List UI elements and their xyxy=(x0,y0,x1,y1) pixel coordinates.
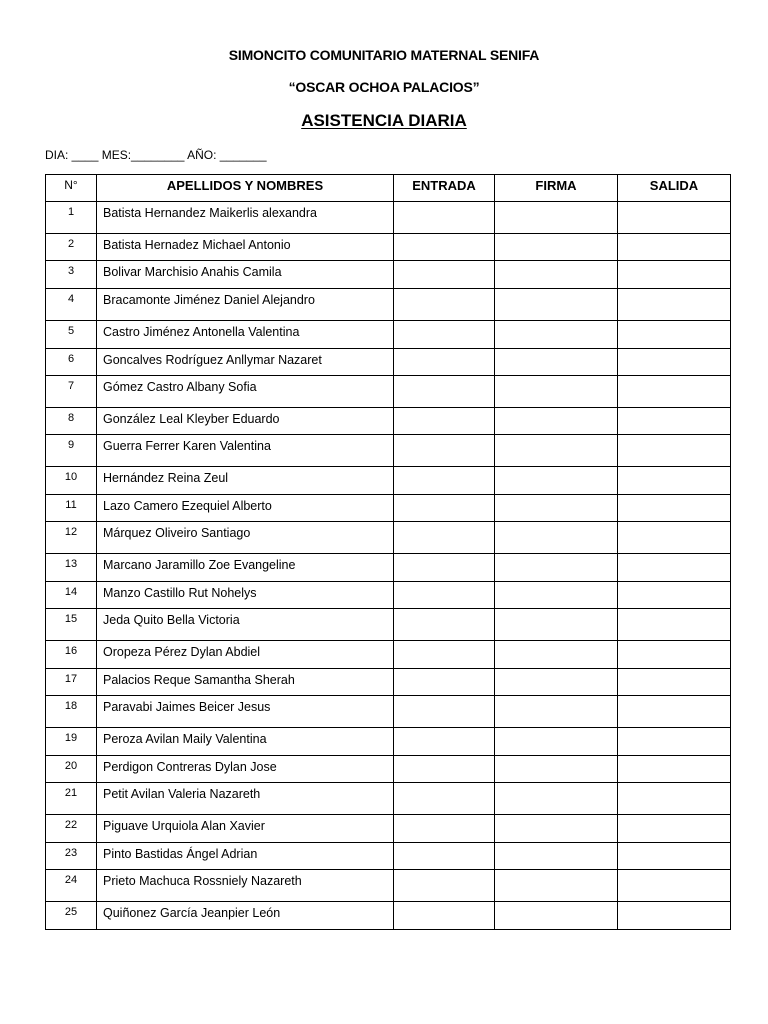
date-line: DIA: ____ MES:________ AÑO: _______ xyxy=(45,148,267,162)
table-row xyxy=(46,321,731,349)
table-row xyxy=(46,669,731,696)
row-number: 23 xyxy=(46,843,97,870)
salida-cell xyxy=(618,202,731,234)
entrada-cell xyxy=(394,467,495,495)
column-header-number: N° xyxy=(46,175,97,202)
row-number: 6 xyxy=(46,349,97,376)
firma-cell xyxy=(495,261,618,289)
student-name: Manzo Castillo Rut Nohelys xyxy=(97,582,394,609)
entrada-cell xyxy=(394,783,495,815)
row-number: 7 xyxy=(46,376,97,408)
firma-cell xyxy=(495,728,618,756)
student-name: Palacios Reque Samantha Sherah xyxy=(97,669,394,696)
table-header-row xyxy=(46,175,731,202)
salida-cell xyxy=(618,902,731,930)
firma-cell xyxy=(495,349,618,376)
firma-cell xyxy=(495,435,618,467)
student-name: Castro Jiménez Antonella Valentina xyxy=(97,321,394,349)
entrada-cell xyxy=(394,609,495,641)
salida-cell xyxy=(618,321,731,349)
row-number: 2 xyxy=(46,234,97,261)
firma-cell xyxy=(495,843,618,870)
table-row xyxy=(46,202,731,234)
row-number: 1 xyxy=(46,202,97,234)
firma-cell xyxy=(495,202,618,234)
salida-cell xyxy=(618,261,731,289)
table-row xyxy=(46,435,731,467)
table-row xyxy=(46,289,731,321)
table-row xyxy=(46,261,731,289)
table-row xyxy=(46,756,731,783)
row-number: 15 xyxy=(46,609,97,641)
firma-cell xyxy=(495,609,618,641)
organization-subtitle: “OSCAR OCHOA PALACIOS” xyxy=(288,79,480,95)
salida-cell xyxy=(618,609,731,641)
student-name: Guerra Ferrer Karen Valentina xyxy=(97,435,394,467)
table-row xyxy=(46,843,731,870)
student-name: Batista Hernadez Michael Antonio xyxy=(97,234,394,261)
salida-cell xyxy=(618,641,731,669)
firma-cell xyxy=(495,408,618,435)
student-name: Gómez Castro Albany Sofia xyxy=(97,376,394,408)
salida-cell xyxy=(618,376,731,408)
entrada-cell xyxy=(394,495,495,522)
column-header-names: APELLIDOS Y NOMBRES xyxy=(97,175,394,202)
row-number: 17 xyxy=(46,669,97,696)
table-row xyxy=(46,408,731,435)
salida-cell xyxy=(618,783,731,815)
entrada-cell xyxy=(394,234,495,261)
student-name: Quiñonez García Jeanpier León xyxy=(97,902,394,930)
table-row xyxy=(46,696,731,728)
table-row xyxy=(46,783,731,815)
table-row xyxy=(46,582,731,609)
row-number: 10 xyxy=(46,467,97,495)
row-number: 21 xyxy=(46,783,97,815)
entrada-cell xyxy=(394,435,495,467)
salida-cell xyxy=(618,554,731,582)
firma-cell xyxy=(495,641,618,669)
table-row xyxy=(46,376,731,408)
firma-cell xyxy=(495,902,618,930)
column-header-firma: FIRMA xyxy=(495,175,618,202)
student-name: Goncalves Rodríguez Anllymar Nazaret xyxy=(97,349,394,376)
student-name: Hernández Reina Zeul xyxy=(97,467,394,495)
salida-cell xyxy=(618,495,731,522)
row-number: 24 xyxy=(46,870,97,902)
salida-cell xyxy=(618,870,731,902)
table-row xyxy=(46,234,731,261)
row-number: 20 xyxy=(46,756,97,783)
row-number: 9 xyxy=(46,435,97,467)
entrada-cell xyxy=(394,902,495,930)
table-row xyxy=(46,902,731,930)
salida-cell xyxy=(618,467,731,495)
table-row xyxy=(46,641,731,669)
row-number: 4 xyxy=(46,289,97,321)
entrada-cell xyxy=(394,843,495,870)
row-number: 19 xyxy=(46,728,97,756)
student-name: Marcano Jaramillo Zoe Evangeline xyxy=(97,554,394,582)
student-name: Perdigon Contreras Dylan Jose xyxy=(97,756,394,783)
attendance-table xyxy=(45,174,731,930)
salida-cell xyxy=(618,756,731,783)
table-row xyxy=(46,522,731,554)
table-row xyxy=(46,349,731,376)
organization-title: SIMONCITO COMUNITARIO MATERNAL SENIFA xyxy=(228,47,540,63)
row-number: 18 xyxy=(46,696,97,728)
entrada-cell xyxy=(394,696,495,728)
salida-cell xyxy=(618,669,731,696)
entrada-cell xyxy=(394,522,495,554)
entrada-cell xyxy=(394,756,495,783)
student-name: Prieto Machuca Rossniely Nazareth xyxy=(97,870,394,902)
student-name: Bracamonte Jiménez Daniel Alejandro xyxy=(97,289,394,321)
salida-cell xyxy=(618,728,731,756)
student-name: Márquez Oliveiro Santiago xyxy=(97,522,394,554)
firma-cell xyxy=(495,669,618,696)
salida-cell xyxy=(618,582,731,609)
row-number: 22 xyxy=(46,815,97,843)
student-name: Pinto Bastidas Ángel Adrian xyxy=(97,843,394,870)
firma-cell xyxy=(495,870,618,902)
salida-cell xyxy=(618,435,731,467)
table-row xyxy=(46,554,731,582)
row-number: 12 xyxy=(46,522,97,554)
firma-cell xyxy=(495,582,618,609)
salida-cell xyxy=(618,522,731,554)
salida-cell xyxy=(618,408,731,435)
table-body xyxy=(46,202,731,930)
table-row xyxy=(46,609,731,641)
entrada-cell xyxy=(394,554,495,582)
row-number: 14 xyxy=(46,582,97,609)
entrada-cell xyxy=(394,815,495,843)
firma-cell xyxy=(495,495,618,522)
firma-cell xyxy=(495,554,618,582)
column-header-entrada: ENTRADA xyxy=(394,175,495,202)
student-name: Jeda Quito Bella Victoria xyxy=(97,609,394,641)
firma-cell xyxy=(495,234,618,261)
salida-cell xyxy=(618,696,731,728)
row-number: 8 xyxy=(46,408,97,435)
entrada-cell xyxy=(394,202,495,234)
student-name: Batista Hernandez Maikerlis alexandra xyxy=(97,202,394,234)
entrada-cell xyxy=(394,582,495,609)
salida-cell xyxy=(618,349,731,376)
firma-cell xyxy=(495,522,618,554)
firma-cell xyxy=(495,376,618,408)
entrada-cell xyxy=(394,376,495,408)
student-name: Petit Avilan Valeria Nazareth xyxy=(97,783,394,815)
document-title: ASISTENCIA DIARIA xyxy=(301,111,467,130)
student-name: Bolivar Marchisio Anahis Camila xyxy=(97,261,394,289)
row-number: 25 xyxy=(46,902,97,930)
table-row xyxy=(46,728,731,756)
row-number: 16 xyxy=(46,641,97,669)
student-name: Piguave Urquiola Alan Xavier xyxy=(97,815,394,843)
entrada-cell xyxy=(394,408,495,435)
entrada-cell xyxy=(394,641,495,669)
entrada-cell xyxy=(394,349,495,376)
salida-cell xyxy=(618,843,731,870)
firma-cell xyxy=(495,783,618,815)
table-row xyxy=(46,467,731,495)
entrada-cell xyxy=(394,261,495,289)
firma-cell xyxy=(495,467,618,495)
table-row xyxy=(46,495,731,522)
entrada-cell xyxy=(394,289,495,321)
row-number: 11 xyxy=(46,495,97,522)
table-row xyxy=(46,870,731,902)
firma-cell xyxy=(495,756,618,783)
column-header-salida: SALIDA xyxy=(618,175,731,202)
salida-cell xyxy=(618,815,731,843)
student-name: González Leal Kleyber Eduardo xyxy=(97,408,394,435)
row-number: 13 xyxy=(46,554,97,582)
row-number: 3 xyxy=(46,261,97,289)
student-name: Oropeza Pérez Dylan Abdiel xyxy=(97,641,394,669)
entrada-cell xyxy=(394,669,495,696)
entrada-cell xyxy=(394,321,495,349)
entrada-cell xyxy=(394,728,495,756)
entrada-cell xyxy=(394,870,495,902)
student-name: Paravabi Jaimes Beicer Jesus xyxy=(97,696,394,728)
salida-cell xyxy=(618,234,731,261)
firma-cell xyxy=(495,815,618,843)
row-number: 5 xyxy=(46,321,97,349)
student-name: Peroza Avilan Maily Valentina xyxy=(97,728,394,756)
student-name: Lazo Camero Ezequiel Alberto xyxy=(97,495,394,522)
firma-cell xyxy=(495,289,618,321)
table-row xyxy=(46,815,731,843)
firma-cell xyxy=(495,696,618,728)
firma-cell xyxy=(495,321,618,349)
salida-cell xyxy=(618,289,731,321)
